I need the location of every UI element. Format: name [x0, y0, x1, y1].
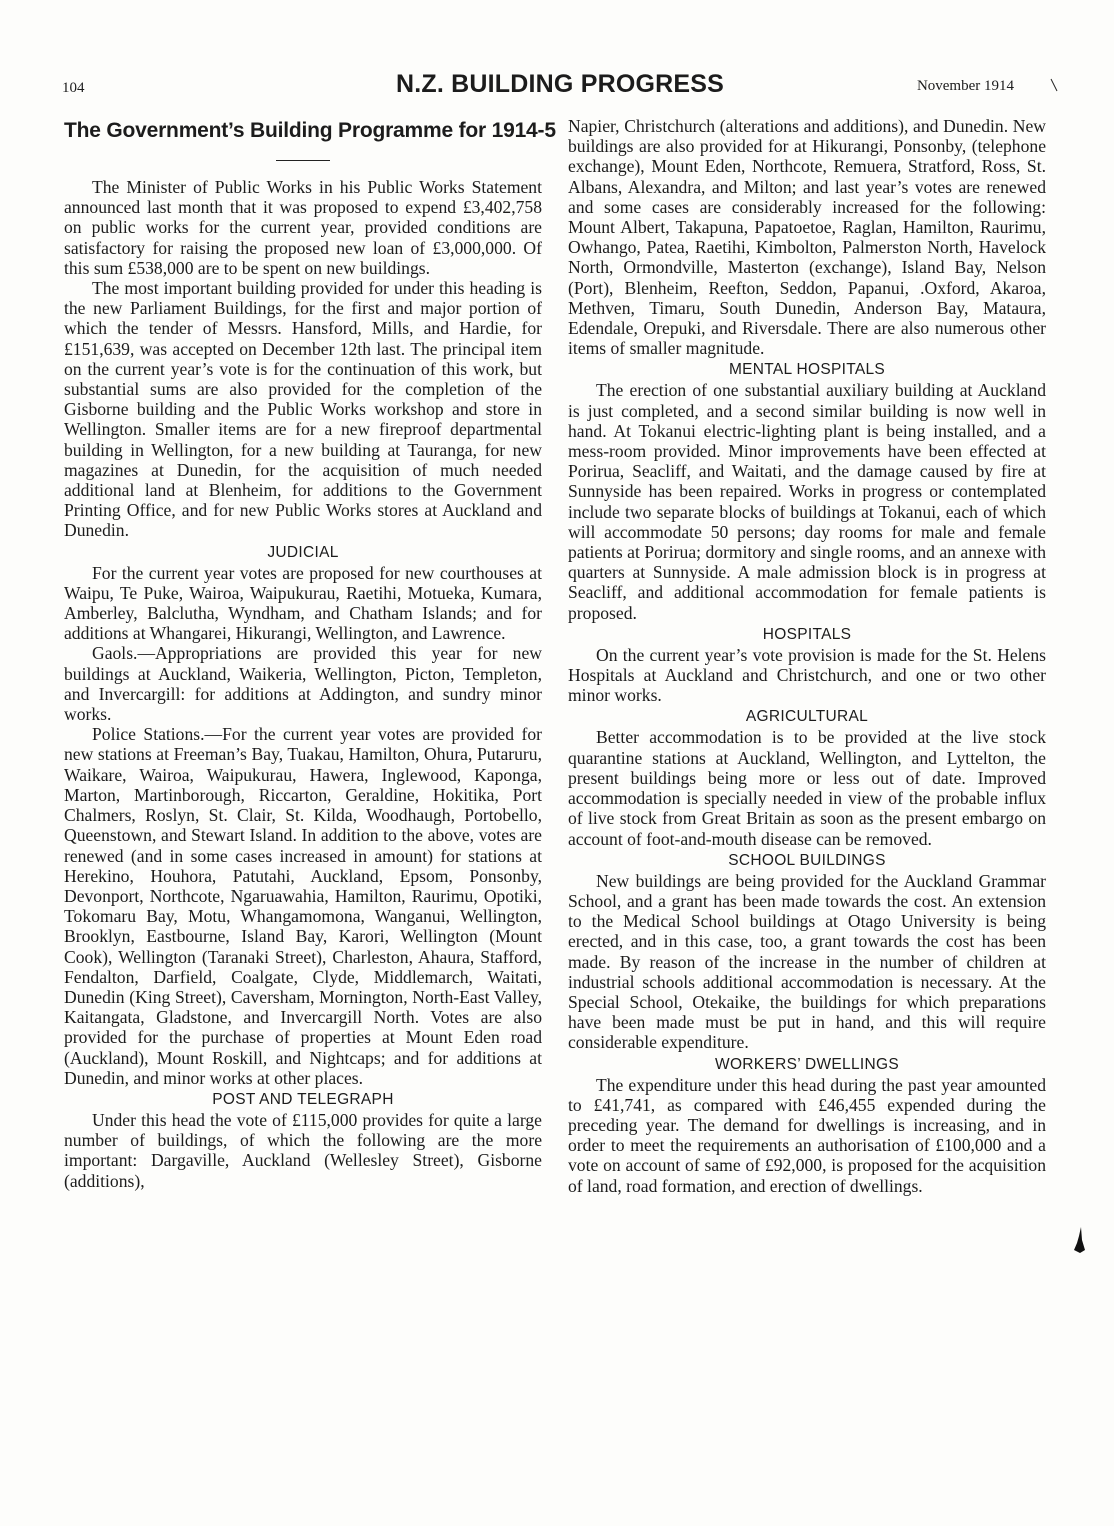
- paragraph: The Minister of Public Works in his Public Works Statement announced last month that it was proposed to expend £3,402,758 on public works for the current year, provided conditions are satisfactory for raising the proposed new loan of £3,000,000. Of this sum £538,000 are to be spent on new buildings.: [64, 177, 542, 278]
- paragraph: Gaols.—Appropriations are provided this year for new buildings at Auckland, Waikeria, Wellington, Picton, Templeton, and Invercargill: for additions at Addington, and sundry minor works.: [64, 643, 542, 725]
- section-heading: AGRICULTURAL: [745, 708, 869, 726]
- margin-tick-mark: [1050, 78, 1058, 92]
- paragraph: The most important building provided for under this heading is the new Parliament Buildings, for the first and major portion of which the tender of Messrs. Hansford, Mills, and Hardie, for £151,639, was accepted on December 12th last. The principal item on the current year’s vote is for the continuation of this work, but substantial sums are also provided for the completion of the Gisborne building and the Public Works workshop and store in Wellington. Smaller items are for a new fireproof departmental building in Wellington, for a new building at Tauranga, for new magazines at Dunedin, for the acquisition of much needed additional land at Blenheim, for additions to the Government Printing Office, and for new Public Works stores at Auckland and Dunedin.: [64, 278, 542, 541]
- title-rule: [276, 160, 330, 161]
- pointer-hand-mark: [1072, 1226, 1086, 1254]
- paragraph: Police Stations.—For the current year votes are provided for new stations at Freeman’s Bay, Tuakau, Hamilton, Ohura, Putaruru, Waikare, Wairoa, Waipukurau, Hawera, Inglewood, Kaponga, Marton, Martinborough, Riccarton, Geraldine, Hokitika, Port Chalmers, Roslyn, St. Clair, St. Kilda, Woodhaugh, Portobello, Queenstown, and Stewart Island. In addition to the above, votes are renewed (and in some cases increased in amount) for stations at Herekino, Houhora, Patutahi, Auckland, Epsom, Ponsonby, Devonport, Northcote, Ngaruawahia, Hamilton, Raurimu, Opotiki, Tokomaru Bay, Motu, Whangamomona, Wanganui, Wellington, Brooklyn, Eastbourne, Island Bay, Karori, Wellington (Mount Cook), Wellington (Taranaki Street), Charleston, Ahaura, Stafford, Fendalton, Darfield, Coalgate, Clyde, Middlemarch, Waitati, Dunedin (King Street), Caversham, Mornington, North-East Valley, Kaitangata, Gladstone, and Invercargill North. Votes are also provided for the purchase of properties at Mount Eden road (Auckland), Mount Roskill, and Nightcaps; and for additions at Dunedin, and minor works at other places.: [64, 724, 542, 1088]
- left-column: [64, 116, 556, 1191]
- paragraph: On the current year’s vote provision is made for the St. Helens Hospitals at Auckland and Christchurch, and one or two other minor works.: [568, 644, 1046, 706]
- section-heading: MENTAL HOSPITALS: [728, 361, 886, 379]
- right-column: [568, 116, 1046, 1196]
- section-heading: HOSPITALS: [762, 625, 852, 643]
- section-heading: WORKERS’ DWELLINGS: [715, 1055, 899, 1073]
- section-heading: SCHOOL BUILDINGS: [728, 851, 886, 869]
- issue-date: November 1914: [916, 78, 1014, 94]
- continued-paragraph: Napier, Christchurch (alterations and additions), and Dunedin. New buildings are also provided for at Hikurangi, Ponsonby, (telephone exchange), Mount Eden, Northcote, Remuera, Stratford, Ross, St. Albans, Alexandra, and Milton; and last year’s votes are renewed and some cases are considerably increased for the following: Mount Albert, Takapuna, Papatoetoe, Raglan, Hamilton, Raurimu, Owhango, Patea, Raetihi, Kimbolton, Palmerston North, Havelock North, Ormondville, Masterton (exchange), Island Bay, Nelson (Port), Blenheim, Reefton, Seddon, Papanui, .Oxford, Akaroa, Methven, Timaru, South Dunedin, Anderson Bay, Mataura, Edendale, Orepuki, and Riversdale. There are also numerous other items of smaller magnitude.: [568, 116, 1046, 359]
- paragraph: For the current year votes are proposed for new courthouses at Waipu, Te Puke, Wairoa, Waipukurau, Raetihi, Motueka, Kumara, Amberley, Balclutha, Wyndham, and Chatham Islands; and for additions at Whangarei, Hikurangi, Wellington, and Lawrence.: [64, 562, 542, 644]
- paragraph: New buildings are being provided for the Auckland Grammar School, and a grant has been made towards the cost. An extension to the Medical School buildings at Otago University is being erected, and in this case, too, a grant towards the cost has been made. By reason of the increase in the number of children at industrial schools additional accommodation is necessary. At the Special School, Otekaike, the buildings for which preparations have been made must be put in hand, and this will require considerable expenditure.: [568, 870, 1046, 1053]
- magazine-title: N.Z. BUILDING PROGRESS: [395, 70, 725, 98]
- page-number: 104: [62, 80, 85, 96]
- paragraph: The erection of one substantial auxiliary building at Auckland is just completed, and a second similar building is now well in hand. At Tokanui electric-lighting plant is being installed, and a mess-room provided. Minor improvements have been effected at Porirua, Seacliff, and Waitati, and the damage caused by fire at Sunnyside has been repaired. Works in progress or contemplated include two separate blocks of buildings at Tokanui, each of which will accommodate 50 persons; day rooms for male and female patients at Porirua; dormitory and single rooms, and an annexe with quarters at Sunnyside. A male admission block is in progress at Seacliff, and additional accommodation for female patients is proposed.: [568, 380, 1046, 623]
- article-title: The Government’s Building Programme for 1914-5: [64, 119, 556, 142]
- paragraph: The expenditure under this head during the past year amounted to £41,741, as compared with £46,455 expended during the preceding year. The demand for dwellings is increasing, and in order to meet the requirements an authorisation of £100,000 and a vote on account of same of £92,000, is proposed for the acquisition of land, road formation, and erection of dwellings.: [568, 1074, 1046, 1196]
- page-header: [60, 68, 1060, 104]
- section-heading: JUDICIAL: [267, 543, 339, 561]
- paragraph: Better accommodation is to be provided at the live stock quarantine stations at Auckland, Wellington, and Lyttelton, the present buildings being more or less out of date. Improved accommodation is specially needed in view of the probable influx of live stock from Great Britain as soon as the present embargo on account of foot-and-mouth disease can be removed.: [568, 727, 1046, 849]
- section-heading: POST AND TELEGRAPH: [212, 1090, 394, 1108]
- paragraph: Under this head the vote of £115,000 provides for quite a large number of buildings, of which the following are the more important: Dargaville, Auckland (Wellesley Street), Gisborne (additions),: [64, 1109, 542, 1191]
